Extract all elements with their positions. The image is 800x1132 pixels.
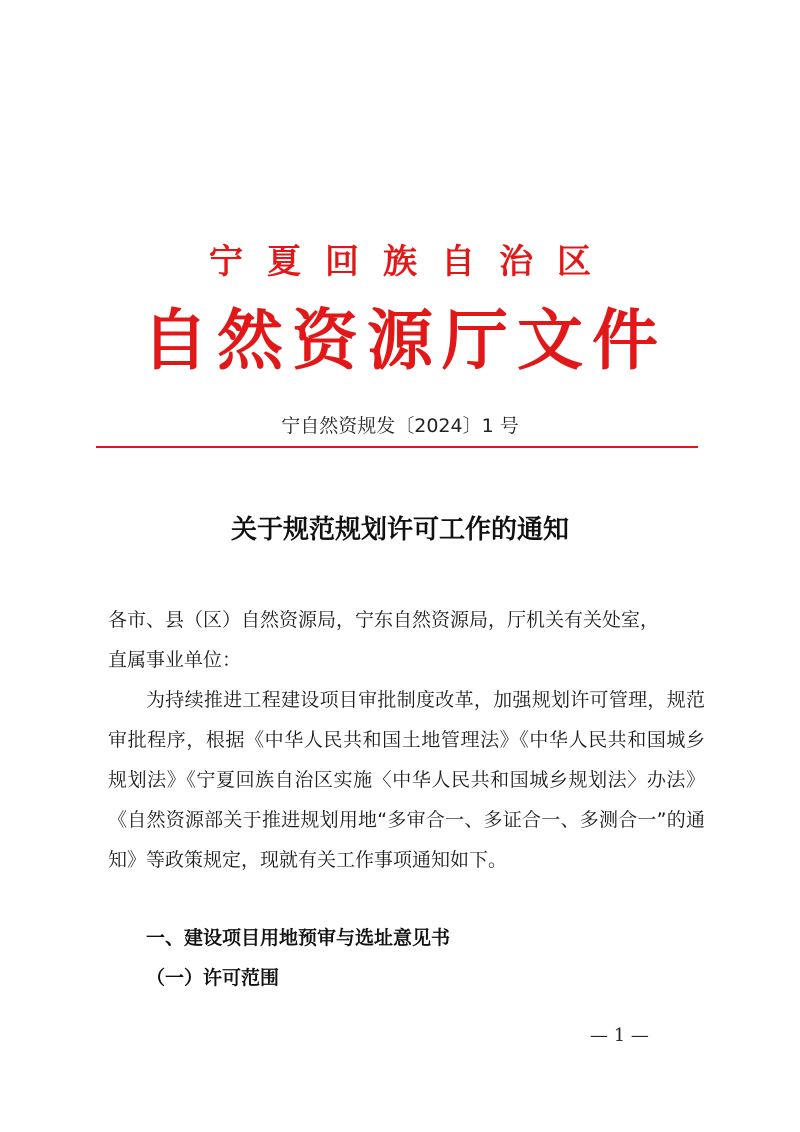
document-number: 宁自然资规发〔2024〕1 号 [281, 415, 519, 437]
page-number: — 1 — [590, 1025, 649, 1046]
red-divider-line [96, 446, 698, 448]
notice-title: 关于规范规划许可工作的通知 [230, 515, 569, 545]
body-paragraph: 为持续推进工程建设项目审批制度改革，加强规划许可管理，规范审批程序，根据《中华人民共和国土地管理法》《中华人民共和国城乡规划法》《宁夏回族自治区实施〈中华人民共和国城乡规划法〉办法》《自然资源部关于推进规划用地“多审合一、多证合一、多测合一”的通知》等政策规定，现就有关工作事项通知如下。 [108, 689, 705, 871]
issuing-organization: 宁夏回族自治区 [209, 242, 615, 282]
subsection-heading: （一）许可范围 [146, 967, 280, 989]
section-heading: 一、建设项目用地预审与选址意见书 [146, 927, 451, 949]
document-header-title: 自然资源厅文件 [142, 301, 667, 379]
recipients-line-2: 直属事业单位： [108, 649, 242, 671]
notice-body [108, 600, 705, 880]
recipients-line-1: 各市、县（区）自然资源局，宁东自然资源局，厅机关有关处室， [108, 609, 660, 631]
